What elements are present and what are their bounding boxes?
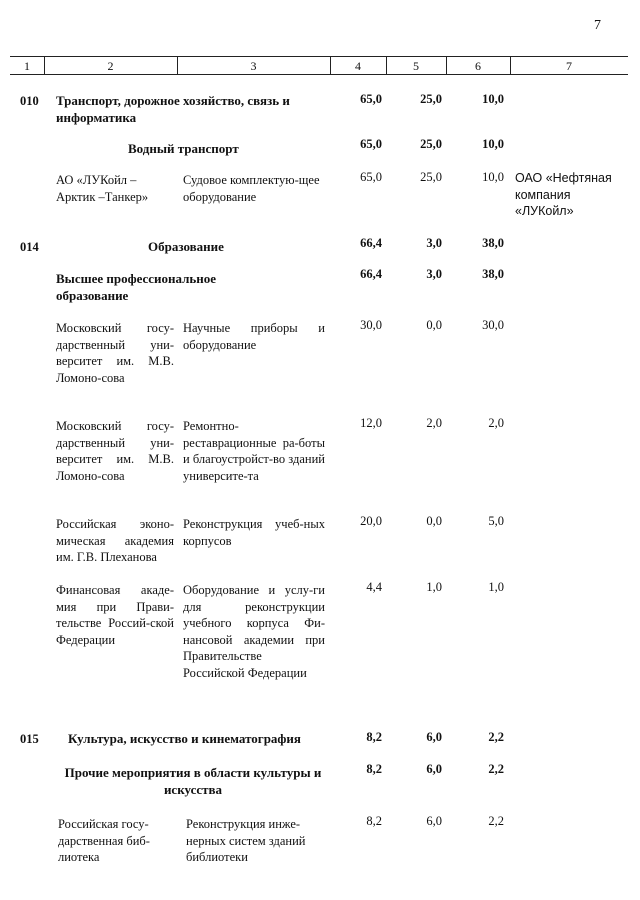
subsection-value-col5: 25,0 xyxy=(420,137,442,151)
subsection-title: Прочие мероприятия в области культуры и искусства xyxy=(64,765,322,797)
subsection-title: Высшее профессиональное образование xyxy=(56,271,217,303)
subsection-value-col4: 66,4 xyxy=(360,267,382,281)
row-value-col4: 30,0 xyxy=(360,318,382,332)
row-organization: АО «ЛУКойл – Арктик –Танкер» xyxy=(56,173,149,204)
row-value-col5: 25,0 xyxy=(420,170,442,184)
section-value-col5: 3,0 xyxy=(426,236,442,250)
row-value-col4: 12,0 xyxy=(360,416,382,430)
row-organization: Российская госу-дарственная биб-лиотека xyxy=(58,817,150,864)
section-title: Культура, искусство и кинематография xyxy=(68,731,301,746)
row-value-col5: 6,0 xyxy=(426,814,442,828)
header-col-7: 7 xyxy=(566,59,572,73)
row-value-col4: 4,4 xyxy=(366,580,382,594)
row-object: Оборудование и услу-ги для реконструкции учебного корпуса Фи-нансовой академии при Правительстве Российской Федерации xyxy=(183,583,325,680)
section-value-col6: 2,2 xyxy=(488,730,504,744)
row-value-col5: 0,0 xyxy=(426,318,442,332)
subsection-value-col5: 6,0 xyxy=(426,762,442,776)
header-col-3: 3 xyxy=(250,59,257,73)
header-bottom-rule xyxy=(10,74,628,75)
section-title: Образование xyxy=(148,239,224,254)
section-value-col6: 10,0 xyxy=(482,92,504,106)
subsection-value-col5: 3,0 xyxy=(426,267,442,281)
row-organization: Московский госу-дарственный уни-верситет им. М.В. Ломоно-сова xyxy=(56,321,174,385)
row-object: Реконструкция учеб-ных корпусов xyxy=(183,517,325,548)
subsection-value-col6: 10,0 xyxy=(482,137,504,151)
header-col-6: 6 xyxy=(475,59,481,73)
row-value-col4: 20,0 xyxy=(360,514,382,528)
section-value-col6: 38,0 xyxy=(482,236,504,250)
subsection-value-col6: 38,0 xyxy=(482,267,504,281)
section-code: 015 xyxy=(20,732,39,746)
row-value-col6: 2,0 xyxy=(488,416,504,430)
row-object: Реконструкция инже-нерных систем зданий библиотеки xyxy=(186,817,306,864)
row-value-col4: 65,0 xyxy=(360,170,382,184)
page-number: 7 xyxy=(594,18,601,33)
subsection-title: Водный транспорт xyxy=(128,141,239,156)
row-note: ОАО «Нефтяная компания «ЛУКойл» xyxy=(515,171,612,218)
row-value-col6: 2,2 xyxy=(488,814,504,828)
row-organization: Российская эконо-мическая академия им. Г.В. Плеханова xyxy=(56,517,174,564)
section-title: Транспорт, дорожное хозяйство, связь и информатика xyxy=(56,93,290,125)
row-organization: Финансовая акаде-мия при Прави-тельстве Россий-ской Федерации xyxy=(56,583,174,647)
section-value-col5: 25,0 xyxy=(420,92,442,106)
header-col-4: 4 xyxy=(355,59,361,73)
row-value-col6: 1,0 xyxy=(488,580,504,594)
subsection-value-col4: 8,2 xyxy=(366,762,382,776)
section-value-col4: 65,0 xyxy=(360,92,382,106)
row-value-col5: 2,0 xyxy=(426,416,442,430)
section-value-col5: 6,0 xyxy=(426,730,442,744)
header-col-2: 2 xyxy=(107,59,114,73)
row-value-col6: 10,0 xyxy=(482,170,504,184)
row-value-col5: 0,0 xyxy=(426,514,442,528)
header-col-5: 5 xyxy=(413,59,419,73)
section-code: 010 xyxy=(20,94,39,108)
row-value-col6: 30,0 xyxy=(482,318,504,332)
row-object: Научные приборы и оборудование xyxy=(183,321,325,352)
row-value-col4: 8,2 xyxy=(366,814,382,828)
header-top-rule xyxy=(10,56,628,57)
subsection-value-col6: 2,2 xyxy=(488,762,504,776)
row-value-col6: 5,0 xyxy=(488,514,504,528)
row-organization: Московский госу-дарственный уни-верситет им. М.В. Ломоно-сова xyxy=(56,419,174,483)
row-object: Ремонтно-реставрационные ра-боты и благоустройст-во зданий университе-та xyxy=(183,419,325,483)
row-value-col5: 1,0 xyxy=(426,580,442,594)
subsection-value-col4: 65,0 xyxy=(360,137,382,151)
section-value-col4: 8,2 xyxy=(366,730,382,744)
header-col-1: 1 xyxy=(24,59,30,73)
section-value-col4: 66,4 xyxy=(360,236,382,250)
row-object: Судовое комплектую-щее оборудование xyxy=(183,173,320,204)
section-code: 014 xyxy=(20,240,39,254)
